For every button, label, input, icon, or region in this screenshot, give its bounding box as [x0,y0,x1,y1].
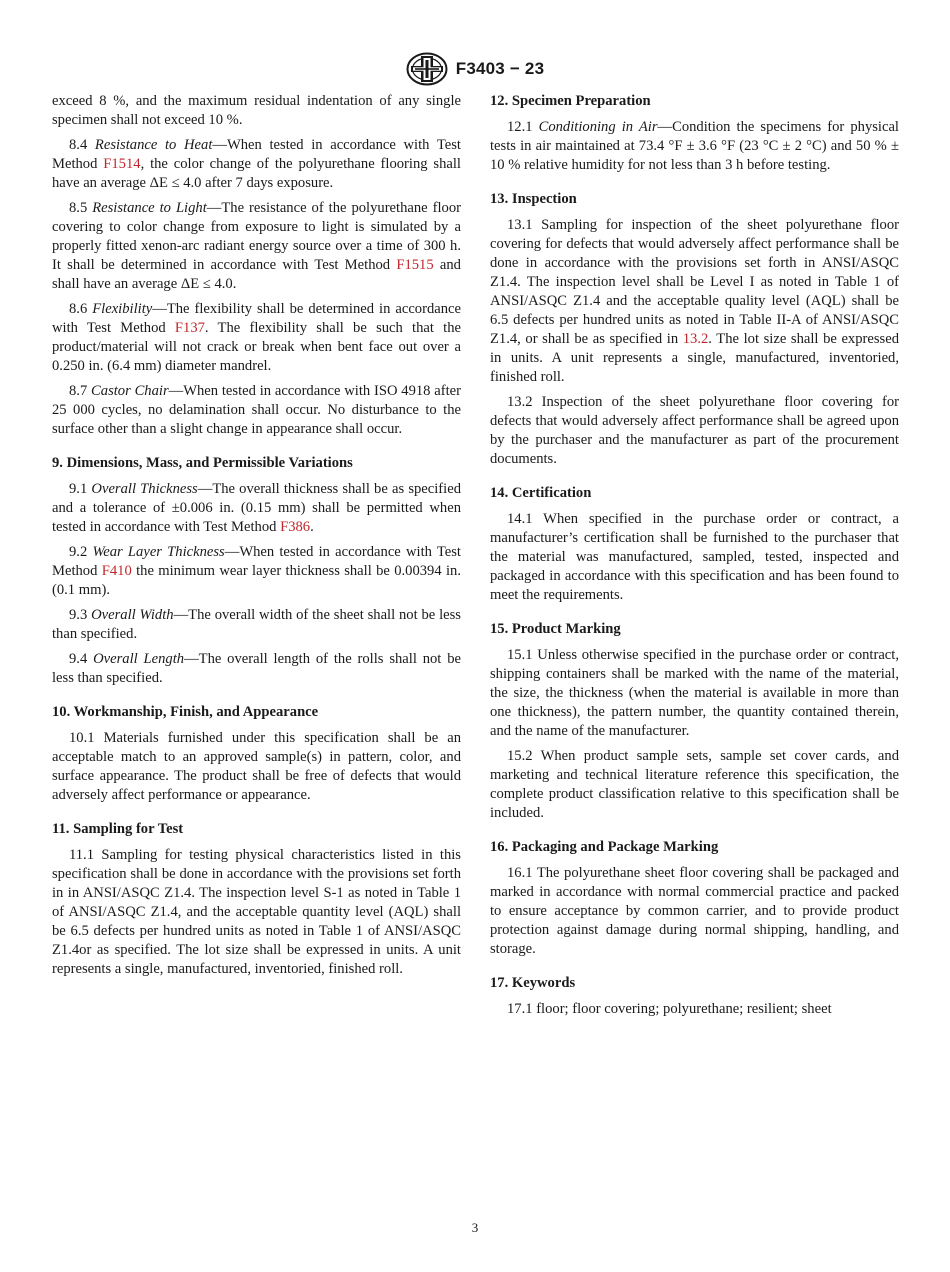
paragraph-9-1: 9.1 Overall Thickness—The overall thickness shall be as specified and a tolerance of ±0.006 in. (0.15 mm) shall be permitted when tested in accordance with Test Method F386. [52,481,461,535]
paragraph-title: Overall Thickness [91,481,198,497]
paragraph-8-6: 8.6 Flexibility—The flexibility shall be determined in accordance with Test Method F137. The flexibility shall be such that the product/material will not crack or break when bent face out over a 0.250 in. (6.4 mm) diameter mandrel. [52,301,462,374]
paragraph-11-1: 11.1 Sampling for testing physical characteristics listed in this specification shall be done in accordance with the provisions set forth in in ANSI/ASQC Z1.4. The inspection level S-1 as noted in Table 1 of ANSI/ASQC Z1.4, and the acceptable quantity level (AQL) shall be 6.5 defects per hundred units as noted in Table 1 of ANSI/ASQC Z1.4or as specified. The lot size shall be expressed in units. A unit represents a single, manufactured, inventoried, finished roll. [52,847,461,977]
page-header [0,52,950,86]
reference-link-13-2[interactable]: 13.2 [682,331,709,347]
paragraph-title: Resistance to Heat [94,137,213,153]
paragraph-title: Overall Length [93,651,185,667]
section-heading-15: 15. Product Marking [490,621,621,637]
section-heading-10: 10. Workmanship, Finish, and Appearance [52,704,319,720]
paragraph-8-4: 8.4 Resistance to Heat—When tested in accordance with Test Method F1514, the color change of the polyurethane flooring shall have an average ΔE ≤ 4.0 after 7 days exposure. [52,137,461,191]
paragraph-13-2: 13.2 Inspection of the sheet polyurethane floor covering for defects that would adversely affect performance shall be agreed upon by the purchaser and the manufacturer as part of the procurement documents. [490,394,899,467]
paragraph-title: Wear Layer Thickness [92,544,225,560]
paragraph-title: Resistance to Light [92,200,207,216]
paragraph-9-4: 9.4 Overall Length—The overall length of the rolls shall not be less than specified. [52,651,461,686]
reference-link-f1515[interactable]: F1515 [396,257,434,273]
paragraph-9-2: 9.2 Wear Layer Thickness—When tested in accordance with Test Method F410 the minimum wear layer thickness shall be 0.00394 in. (0.1 mm). [52,544,461,598]
paragraph-8-7: 8.7 Castor Chair—When tested in accordance with ISO 4918 after 25 000 cycles, no delamination shall occur. No disturbance to the surface other than a slight change in appearance shall occur. [52,383,461,437]
section-heading-14: 14. Certification [490,485,592,501]
section-heading-12: 12. Specimen Preparation [490,93,651,109]
document-id: F3403 − 23 [455,59,545,78]
paragraph-15-2: 15.2 When product sample sets, sample set cover cards, and marketing and technical literature reference this specification, the complete product classification relative to this specification shall be included. [490,748,899,821]
reference-link-f410[interactable]: F410 [101,563,132,579]
paragraph-10-1: 10.1 Materials furnished under this specification shall be an acceptable match to an approved sample(s) in pattern, color, and surface appearance. The product shall be free of defects that would adversely affect performance or appearance. [52,730,461,803]
section-heading-16: 16. Packaging and Package Marking [490,839,719,855]
reference-link-f137[interactable]: F137 [174,320,205,336]
paragraph-16-1: 16.1 The polyurethane sheet floor covering shall be packaged and marked in accordance with normal commercial practice and packed to ensure acceptance by common carrier, and to provide product protection against damage during normal shipping, handling, and storage. [490,865,899,957]
reference-link-f1514[interactable]: F1514 [103,156,141,172]
astm-logo-icon [406,52,448,86]
reference-link-f386[interactable]: F386 [280,519,311,535]
paragraph-8-5: 8.5 Resistance to Light—The resistance of the polyurethane floor covering to color change from exposure to light is simulated by a properly fitted xenon-arc radiant energy source over a time of 300 h. It shall be determined in accordance with Test Method F1515 and shall have an average ΔE ≤ 4.0. [52,200,461,292]
section-heading-13: 13. Inspection [490,191,577,207]
paragraph-title: Conditioning in Air [538,119,658,135]
paragraph-15-1: 15.1 Unless otherwise specified in the purchase order or contract, shipping containers shall be marked with the name of the material, the size, the thickness (when the material is available in more than one thickness), the pattern number, the quantity contained therein, and the name of the manufacturer. [490,647,899,739]
section-heading-17: 17. Keywords [490,975,576,991]
right-column [490,92,899,1025]
paragraph-title: Castor Chair [91,383,169,399]
paragraph-13-1: 13.1 Sampling for inspection of the sheet polyurethane floor covering for defects that would adversely affect performance shall be done in accordance with the provisions set forth in ANSI/ASQC Z1.4. The inspection level shall be Level I as noted in Table 1 of ANSI/ASQC Z1.4 and the acceptable quality level (AQL) shall be 6.5 defects per hundred units as noted in Table II-A of ANSI/ASQC Z1.4, or shall be as specified in 13.2. The lot size shall be expressed in units. A unit represents a single, manufactured, inventoried, finished roll. [490,217,899,385]
page-number: 3 [471,1220,479,1235]
paragraph-8-3-continued: exceed 8 %, and the maximum residual indentation of any single specimen shall not exceed 10 %. [52,93,461,128]
left-column [52,92,461,985]
paragraph-14-1: 14.1 When specified in the purchase order or contract, a manufacturer’s certification shall be furnished to the purchaser that the material was manufactured, sampled, tested, inspected and packaged in accordance with this specification and has been found to meet the requirements. [490,511,899,603]
paragraph-title: Flexibility [92,301,153,317]
paragraph-12-1: 12.1 Conditioning in Air—Condition the specimens for physical tests in air maintained at 73.4 °F ± 3.6 °F (23 °C ± 2 °C) and 50 % ± 10 % relative humidity for not less than 3 h before testing. [490,119,899,173]
paragraph-9-3: 9.3 Overall Width—The overall width of the sheet shall not be less than specified. [52,607,461,642]
paragraph-17-1: 17.1 floor; floor covering; polyurethane; resilient; sheet [507,1001,832,1017]
section-heading-11: 11. Sampling for Test [52,821,184,837]
paragraph-title: Overall Width [91,607,174,623]
section-heading-9: 9. Dimensions, Mass, and Permissible Variations [52,455,353,471]
